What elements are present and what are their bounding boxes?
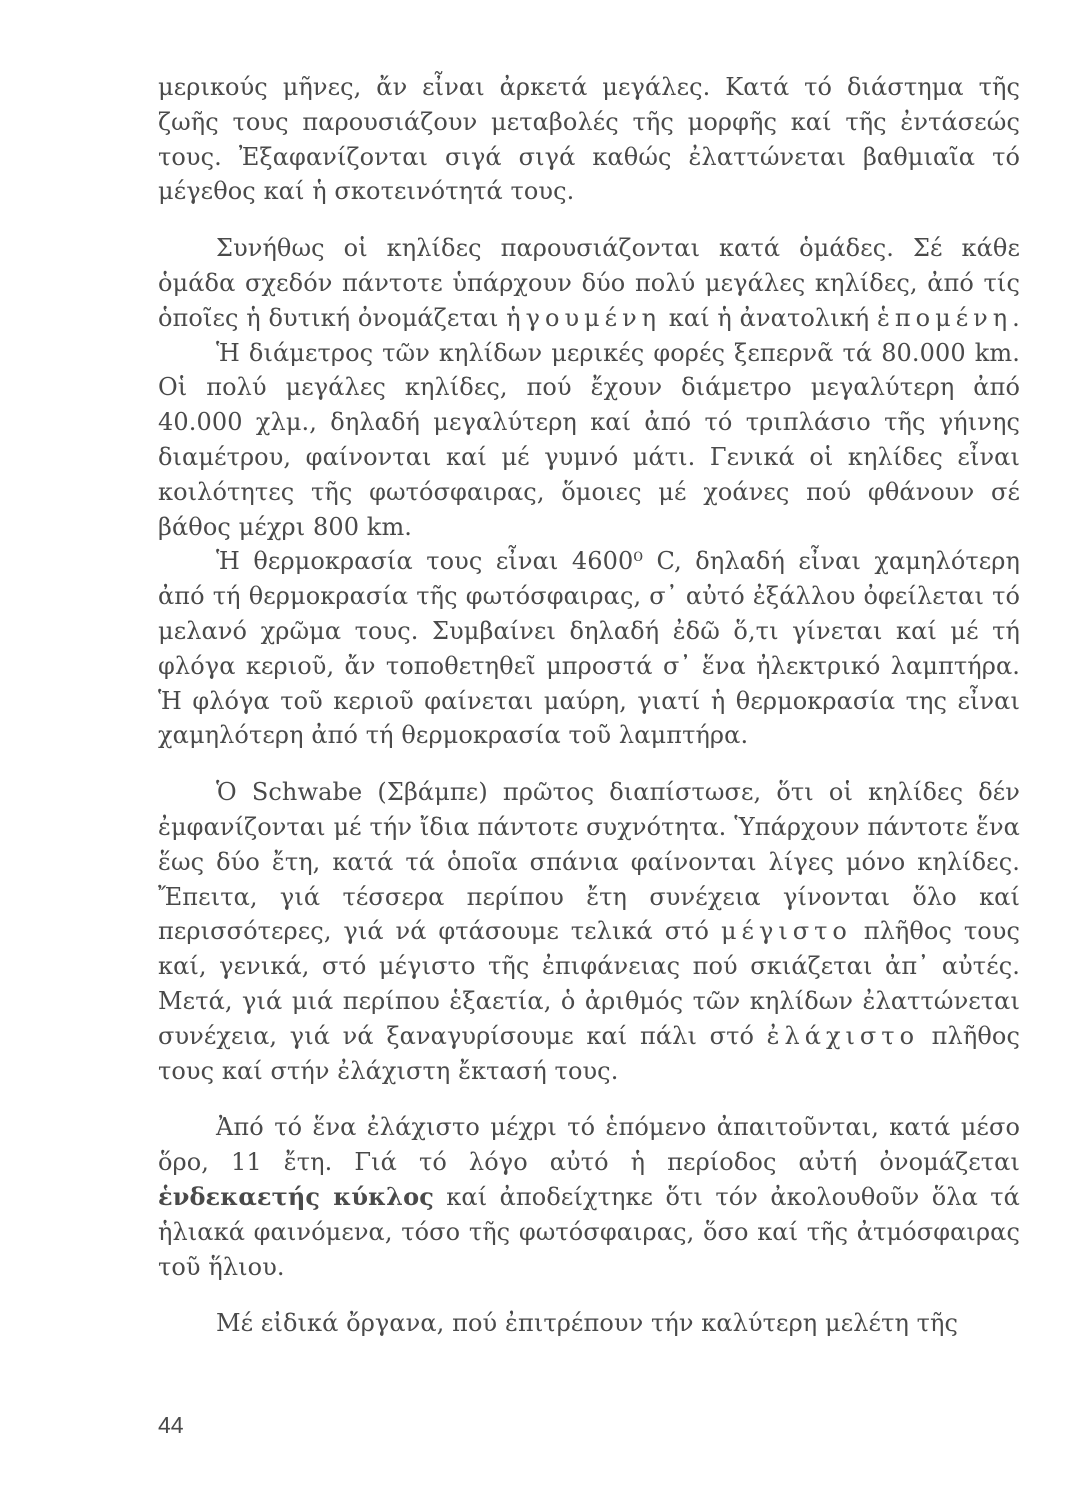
paragraph-sunspot-lifetime: μερικούς μῆνες, ἄν εἶναι ἀρκετά μεγάλες. Κατά τό διάστημα τῆς ζωῆς τους παρουσιάζουν μεταβολές τῆς μορφῆς καί τῆς ἐντάσεώς τους. Ἐξαφανίζονται σιγά σιγά καθώς ἐλαττώνεται βαθμιαῖα τό μέγεθος καί ἡ σκοτεινότητά τους. xyxy=(158,73,1020,206)
paragraph-sunspot-diameter: Ἡ διάμετρος τῶν κηλίδων μερικές φορές ξεπερνᾶ τά 80.000 km. Οἱ πολύ μεγάλες κηλίδες, πού ἔχουν διάμετρο μεγαλύτερη ἀπό 40.000 χλμ., δηλαδή μεγαλύτερη καί ἀπό τό τριπλάσιο τῆς γήινης διαμέτρου, φαίνονται καί μέ γυμνό μάτι. Γενικά οἱ κηλίδες εἶναι κοιλότητες τῆς φωτόσφαιρας, ὅμοιες μέ χοάνες πού φθάνουν σέ βάθος μέχρι 800 km. xyxy=(158,338,1020,541)
page-body xyxy=(158,70,1020,1341)
text-segment: πλῆθος τους καί, γενικά, στό μέγιστο τῆς ἐπιφάνειας πού σκιάζεται ἀπ᾽ αὐτές. Μετά, γιά μιά περίπου ἑξαετία, ὁ ἀριθμός τῶν κηλίδων ἐλαττώνεται συνέχεια, γιά νά ξαναγυρίσουμε καί πάλι στό xyxy=(158,917,1020,1050)
text-segment: καί ἡ ἀνατολική xyxy=(661,303,878,332)
text-segment: πλῆθος τους καί στήν ἐλάχιστη ἔκτασή τους. xyxy=(158,1021,1020,1085)
text-segment: Ἀπό τό ἕνα ἐλάχιστο μέχρι τό ἑπόμενο ἀπαιτοῦνται, κατά μέσο ὅρο, 11 ἔτη. Γιά τό λόγο αὐτό ἡ περίοδος αὐτή ὀνομάζεται xyxy=(158,1113,1020,1177)
text-segment: . xyxy=(1012,303,1020,332)
paragraph-sunspot-temperature: Ἡ θερμοκρασία τους εἶναι 4600⁰ C, δηλαδή εἶναι χαμηλότερη ἀπό τή θερμοκρασία τῆς φωτόσφαιρας, σ᾽ αὐτό ἐξάλλου ὀφείλεται τό μελανό χρῶμα τους. Συμβαίνει δηλαδή ἐδῶ ὅ,τι γίνεται καί μέ τή φλόγα κεριοῦ, ἄν τοποθετηθεῖ μπροστά σ᾽ ἕνα ἠλεκτρικό λαμπτήρα. Ἡ φλόγα τοῦ κεριοῦ φαίνεται μαύρη, γιατί ἡ θερμοκρασία της εἶναι χαμηλότερη ἀπό τή θερμοκρασία τοῦ λαμπτήρα. xyxy=(158,547,1020,750)
paragraph-schwabe-cycle xyxy=(158,775,1020,1088)
text-segment: Συνήθως οἱ κηλίδες παρουσιάζονται κατά ὁμάδες. Σέ κάθε ὁμάδα σχεδόν πάντοτε ὑπάρχουν δύο πολύ μεγάλες κηλίδες, ἀπό τίς ὁποῖες ἡ δυτική ὀνομάζεται xyxy=(158,234,1020,332)
paragraph-eleven-year-cycle xyxy=(158,1110,1020,1284)
term-eleven-year-cycle: ἑνδεκαετής κύκλος xyxy=(158,1181,434,1211)
page-number: 44 xyxy=(158,1412,184,1438)
text-segment: καί ἀποδείχτηκε ὅτι τόν ἀκολουθοῦν ὅλα τά ἡλιακά φαινόμενα, τόσο τῆς φωτόσφαιρας, ὅσο καί τῆς ἀτμόσφαιρας τοῦ ἥλιου. xyxy=(158,1182,1020,1281)
paragraph-sunspot-groups xyxy=(158,231,1020,335)
term-minimum: ἐλάχιστο xyxy=(766,1021,920,1050)
term-maximum: μέγιστο xyxy=(720,917,852,946)
paragraph-special-instruments: Μέ εἰδικά ὄργανα, πού ἐπιτρέπουν τήν καλύτερη μελέτη τῆς xyxy=(216,1309,959,1338)
text-segment: Ὁ Schwabe (Σβάμπε) πρῶτος διαπίστωσε, ὅτι οἱ κηλίδες δέν ἐμφανίζονται μέ τήν ἴδια πάντοτε συχνότητα. Ὑπάρχουν πάντοτε ἕνα ἕως δύο ἔτη, κατά τά ὁποῖα σπάνια φαίνονται λίγες μόνο κηλίδες. Ἔπειτα, γιά τέσσερα περίπου ἔτη συνέχεια γίνονται ὅλο καί περισσότερες, γιά νά φτάσουμε τελικά στό xyxy=(158,778,1020,946)
term-leading-spot: ἡγουμένη xyxy=(506,303,662,332)
term-following-spot: ἑπομένη xyxy=(877,303,1013,332)
